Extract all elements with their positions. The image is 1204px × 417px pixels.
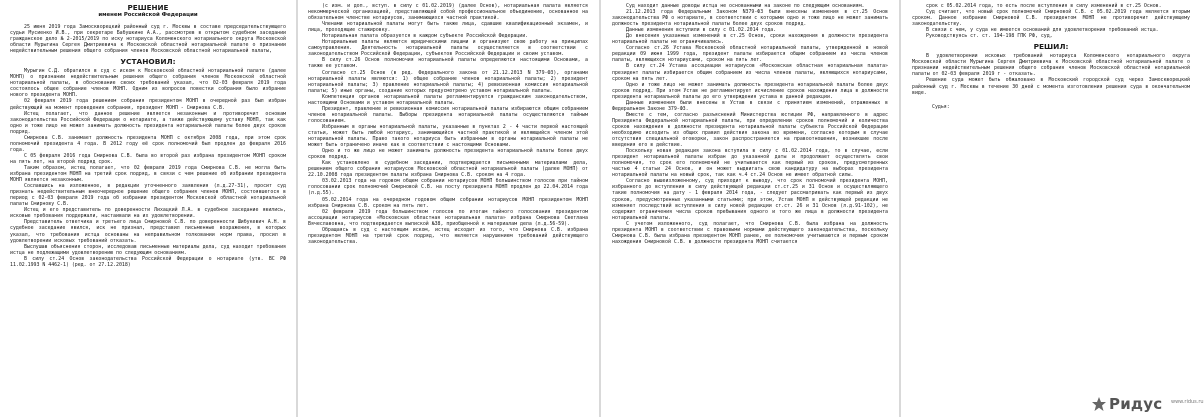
body-paragraph: Нотариальные палаты являются юридическими лицами и организуют свою работу на принципах самоуправления. Деятельность нотариальной палаты осуществляется в соответствии с законодательством Российской Федерации, субъектов Российской Федерации и своим уставом.	[308, 39, 588, 58]
body-paragraph: Обращаясь в суд с настоящим иском, истец исходит из того, что Смирнова С.В. избрана президентом МОНП на третий срок подряд, что является нарушением требований действующего законодательства.	[308, 226, 588, 245]
body-paragraph: Представитель ответчика и третьего лица Смирновой С.В. по доверенности Шибукевич А.Н. в судебное заседание явился, иск не признал, представил письменные возражения, в которых указал, что требования истца основаны на неправильном толковании норм права, просил в удовлетворении исковых требований отказать.	[10, 219, 286, 244]
body-paragraph: 21.12.2013 года Федеральным Законом N379-ФЗ были внесены изменения в ст.25 Основ законодательства РФ о нотариате, в соответствии с которыми одно и тоже лицо не может занимать должность президента нотариальной палаты более двух сроков подряд.	[612, 9, 888, 28]
body-paragraph: Членами нотариальной палаты могут быть также лица, сдавшие квалификационный экзамен, и лица, проходящие стажировку.	[308, 21, 588, 34]
body-paragraph: Выслушав объяснения сторон, исследовав письменные материалы дела, суд находит требования истца не подлежащими удовлетворению по следующим основаниям.	[10, 243, 286, 256]
body-paragraph: Руководствуясь ст. ст. 194-198 ГПК РФ, суд,	[926, 33, 1053, 40]
body-paragraph: Истец и его представитель по доверенности Лихацкий Л.А. в судебное заседание явились, исковые требования поддержали, настаивали на их удовлетворении.	[10, 207, 286, 220]
body-paragraph: (с изм. и доп., вступ. в силу с 01.02.2019) (далее Основ), нотариальная палата является некоммерческой организацией, представляющей собой профессиональное объединение, основанное на обязательном членстве нотариусов, занимающихся частной практикой.	[308, 3, 588, 22]
body-paragraph: 02 февраля 2019 года большинством голосов по итогам тайного голосования президентом ассоциации нотариусов «Московская областная нотариальная палата» избрана Смирнова Светлана Вячеславовна, что подтверждается выпиской №38, приобщенной к материалам дела (л.д.56-59).	[308, 208, 588, 227]
body-paragraph: Нотариальная палата образуется в каждом субъекте Российской Федерации.	[322, 33, 529, 40]
page-divider	[599, 0, 601, 417]
body-paragraph: Суд находит данные доводы истца не основанными на законе по следующим основаниям.	[626, 3, 865, 9]
body-paragraph: Смирнова С.В. занимает должность президента МОНП с октября 2008 года, при этом срок полномочий президента 4 года. В 2012 году её срок полномочий был продлен до февраля 2016 года.	[10, 134, 286, 153]
ridus-logo-icon	[1091, 396, 1107, 412]
body-paragraph: срок с 05.02.2014 года, то есть после вступления в силу изменений в ст.25 Основ.	[926, 3, 1162, 9]
document-page-1	[0, 0, 296, 417]
body-paragraph: Одно и то же лицо не может занимать должность президента нотариальной палаты более двух сроков подряд.	[308, 148, 588, 161]
body-paragraph: В силу ст.24 Основ законодательства Российской Федерации о нотариате (утв. ВС РФ 11.02.1993 N 4462-1) (ред. от 27.12.2018)	[10, 255, 286, 268]
decision-paragraph: Решение суда может быть обжаловано в Московский городской суд через Замоскворецкий районный суд г. Москвы в течение 30 дней с момента изготовления решения суда в окончательном виде.	[912, 77, 1190, 96]
body-paragraph: Сославшись на изложенное, в редакции уточненного заявления (л.д.27-31), просит суд признать недействительным внеочередное решение общего собрания членов МОНП, состоявшегося в период с 02-03 февраля 2019 года об избрании президентом Московской областной нотариальной палаты Смирнову С.В.	[10, 183, 286, 208]
body-paragraph: Таким образом, истец полагает, что 02 февраля 2019 года Смирнова С.В. не могла быть избрана президентом МОНП на третий срок подряд, в связи с чем решение об избрании президента МОНП является незаконным.	[10, 164, 286, 184]
body-paragraph: Данные изменения вступили в силу с 01.02.2014 года.	[626, 27, 777, 34]
established-heading: УСТАНОВИЛ:	[120, 57, 176, 67]
decided-heading: РЕШИЛ:	[1033, 42, 1069, 52]
document-page-2	[298, 0, 598, 417]
body-paragraph: С 05 февраля 2016 года Смирнова С.В. была во второй раз избрана президентом МОНП сроком на пять лет, на второй подряд срок.	[10, 152, 286, 165]
body-paragraph: Президент, правление и ревизионная комиссия нотариальной палаты избираются общим собранием членов нотариальной палаты. Выборы президента нотариальной палаты осуществляются тайным голосованием.	[308, 105, 588, 124]
body-paragraph: Согласно ст.25 Основ (в ред. Федерального закона от 21.12.2013 N 379-ФЗ), органами нотариальной палаты являются: 1) общее собрание членов нотариальной палаты; 2) президент нотариальной палаты; 3) правление нотариальной палаты; 4) ревизионная комиссия нотариальной палаты; 5) иные органы, создание которых предусмотрено уставом нотариальной палаты.	[308, 69, 588, 94]
document-page-3	[602, 0, 898, 417]
body-paragraph: Избранным в органы нотариальной палаты, указанные в пунктах 2 - 4 части первой настоящей статьи, может быть любой нотариус, занимающийся частной практикой и являющийся членом этой нотариальной палаты. Право такого нотариуса быть избранным в органы нотариальной палаты не может быть ограничено иначе как в соответствии с настоящими Основами.	[308, 123, 588, 149]
body-paragraph: Истец полагает, что данное решение является незаконным и противоречит основам законодательства Российской Федерации о нотариате, а также действующему уставу МОНП, так как одно и тоже лицо не может занимать должность президента нотариальной палаты более двух сроков подряд.	[10, 110, 286, 135]
body-paragraph: Согласно вышеизложенному, суд приходит к выводу, что срок полномочий президента МОНП, избранного до вступления в силу действующей редакции ст.ст.25 и 31 Основ и осуществляющего такие полномочия на дату - 1 февраля 2014 года, - следует рассматривать как первый из двух сроков, предусмотренных указанными статьями; при этом, Устав МОНП в действующей редакции не изменяет последствий вступления в силу новой редакции ст.ст. 26 и 31 Основ (л.д.91-102), не содержит ограничения числа сроков пребывания одного и того же лица в должности президента нотариальной палаты.	[612, 178, 888, 221]
body-paragraph: 05.02.2014 года на очередном годовом общем собрании нотариусов МОНП президентом МОНП избрана Смирнова С.В. сроком на пять лет.	[308, 196, 588, 209]
body-paragraph: Одно и тоже лицо не может занимать должность президента нотариальной палаты более двух сроков подряд. При этом Устав не регламентирует исчисление сроков нахождения лица в должности президента нотариальной палаты до его утверждения устава в данной редакции.	[612, 81, 888, 100]
body-paragraph: В связи с чем, у суда не имеется оснований для удовлетворения требований истца.	[926, 27, 1159, 34]
body-paragraph: С учетом изложенного, суд полагает, что Смирнова С.В. была избрана на должность президента МОНП в соответствии с правовыми нормами действующего законодательства, поскольку Смирнова С.В. была избрана президентом МОНП ранее, ее полномочия учитываются и первым сроком нахождения Смирновой С.В. в должности президента МОНП считается	[612, 220, 888, 245]
body-paragraph: Вместе с тем, согласно разъяснений Министерства юстиции РФ, направленного в адрес Президента Федеральной нотариальной палаты, при определении сроков полномочий и количества сроков нахождения в должности президента нотариальной палаты субъекта Российской Федерации необходимо исходить из общих правил действия закона во времени, согласно которым в случае отсутствия специальной оговорки, закон распространяется на правоотношения, возникшие после введения его в действие.	[612, 111, 888, 149]
document-subtitle: именем Российской Федерации	[98, 12, 198, 18]
body-paragraph: В силу ст.26 Основ полномочия нотариальной палаты определяются настоящими Основами, а также ее уставом.	[308, 57, 588, 70]
judge-signature-label: Судья:	[932, 103, 950, 110]
decision-paragraph: В удовлетворении исковых требований нотариуса Коломенского нотариального округа Московской области Мурыгина Сергея Дмитриевича к Московской областной нотариальной палате о признании недействительным решения общего собрания членов Московской областной нотариальной палаты от 02-03 февраля 2019 г - отказать.	[912, 53, 1190, 78]
document-page-4	[902, 0, 1200, 417]
body-paragraph: 02 февраля 2019 года решением собрания президентом МОНП в очередной раз был избран действующий на момент проведения собрания, президент МОНП - Смирнова С.В.	[10, 98, 286, 111]
body-paragraph: До внесения указанных изменений в ст.25 Основ, сроки нахождения в должности президента нотариальной палаты не ограничивались.	[612, 33, 888, 46]
ridus-watermark	[1091, 395, 1204, 415]
body-paragraph: Данные изменения были внесены в Устав в связи с принятием изменений, отраженных в Федеральном Законе 379-ФЗ.	[612, 99, 888, 112]
body-paragraph: Суд считает, что новый срок полномочий Смирновой С.В. с 05.02.2019 года является вторым сроком. Данное избрание Смирновой С.В. президентом МОНП не противоречит действующему законодательству.	[912, 9, 1190, 28]
watermark-url: www.ridus.ru	[1171, 399, 1204, 405]
body-paragraph: Как установлено в судебном заседании, подтверждается письменными материалами дела, решением общего собрания нотариусов Московской областной нотариальной палаты (далее МОНП) от 22.10.2008 года президентом палаты избрана Смирнова С.В. сроком на 4 года.	[308, 160, 588, 179]
body-paragraph: Мурыгин С.Д. обратился в суд с иском к Московской областной нотариальной палате (далее МОНП) о признании недействительным решения общего собрания членов Московской областной нотариальной палаты, в обоснование своих требований указал, что 02-03 февраля 2019 года состоялось общее собрание членов МОНП. Одним из вопросов повестки собрания было избрание нового президента МОНП.	[10, 68, 286, 99]
body-paragraph: Компетенция органов нотариальной палаты регламентируется гражданским законодательством, настоящими Основами и уставом нотариальной палаты.	[308, 93, 588, 106]
body-paragraph: Согласно ст.26 Устава Московской областной нотариальной палаты, утвержденной в новой редакции 09 июня 1999 года, президент палаты избирается общим собранием из числа членов палаты, являющихся нотариусами, сроком на пять лет.	[612, 45, 888, 64]
watermark-brand: Ридус	[1109, 395, 1163, 413]
intro-paragraph: 25 июня 2019 года Замоскворецкий районный суд г. Москвы в составе председательствующего судьи Мусиенко И.В., при секретаре Бабушкине А.А., рассмотрев в открытом судебном заседании гражданское дело № 2-2015/2019 по иску нотариуса Коломенского нотариального округа Московской области Мурыгина Сергея Дмитриевича к Московской областной нотариальной палате о признании недействительным решения общего собрания членов Московской областной нотариальной палаты,	[10, 24, 286, 55]
document-title: РЕШЕНИЕ	[127, 3, 169, 12]
body-paragraph: В силу ст.24 Устава ассоциации нотариусов «Московская областная нотариальная палата» президент палаты избирается общим собранием из числа членов палаты, являющихся нотариусами, сроком на пять лет.	[612, 63, 888, 82]
page-divider	[899, 0, 901, 417]
body-paragraph: Поскольку новая редакция закона вступила в силу с 01.02.2014 года, то в случае, если президент нотариальной палаты избран до указанной даты и продолжает осуществлять свои полномочия, то срок его полномочий не учитывается как первый из сроков, предусмотренных частью 4 статьи 24 Основ, и он может выдвигать свою кандидатуру на выборах президента нотариальной палаты на новый срок, так как ч.4 ст.24 Основ не имеет обратной силы.	[612, 148, 888, 179]
body-paragraph: 03.02.2013 года на годовом общем собрании нотариусов МОНП большинством голосов при тайном голосовании срок полномочий Смирновой С.В. на посту президента МОНП продлен до 22.04.2014 года (л.д.55).	[308, 178, 588, 197]
